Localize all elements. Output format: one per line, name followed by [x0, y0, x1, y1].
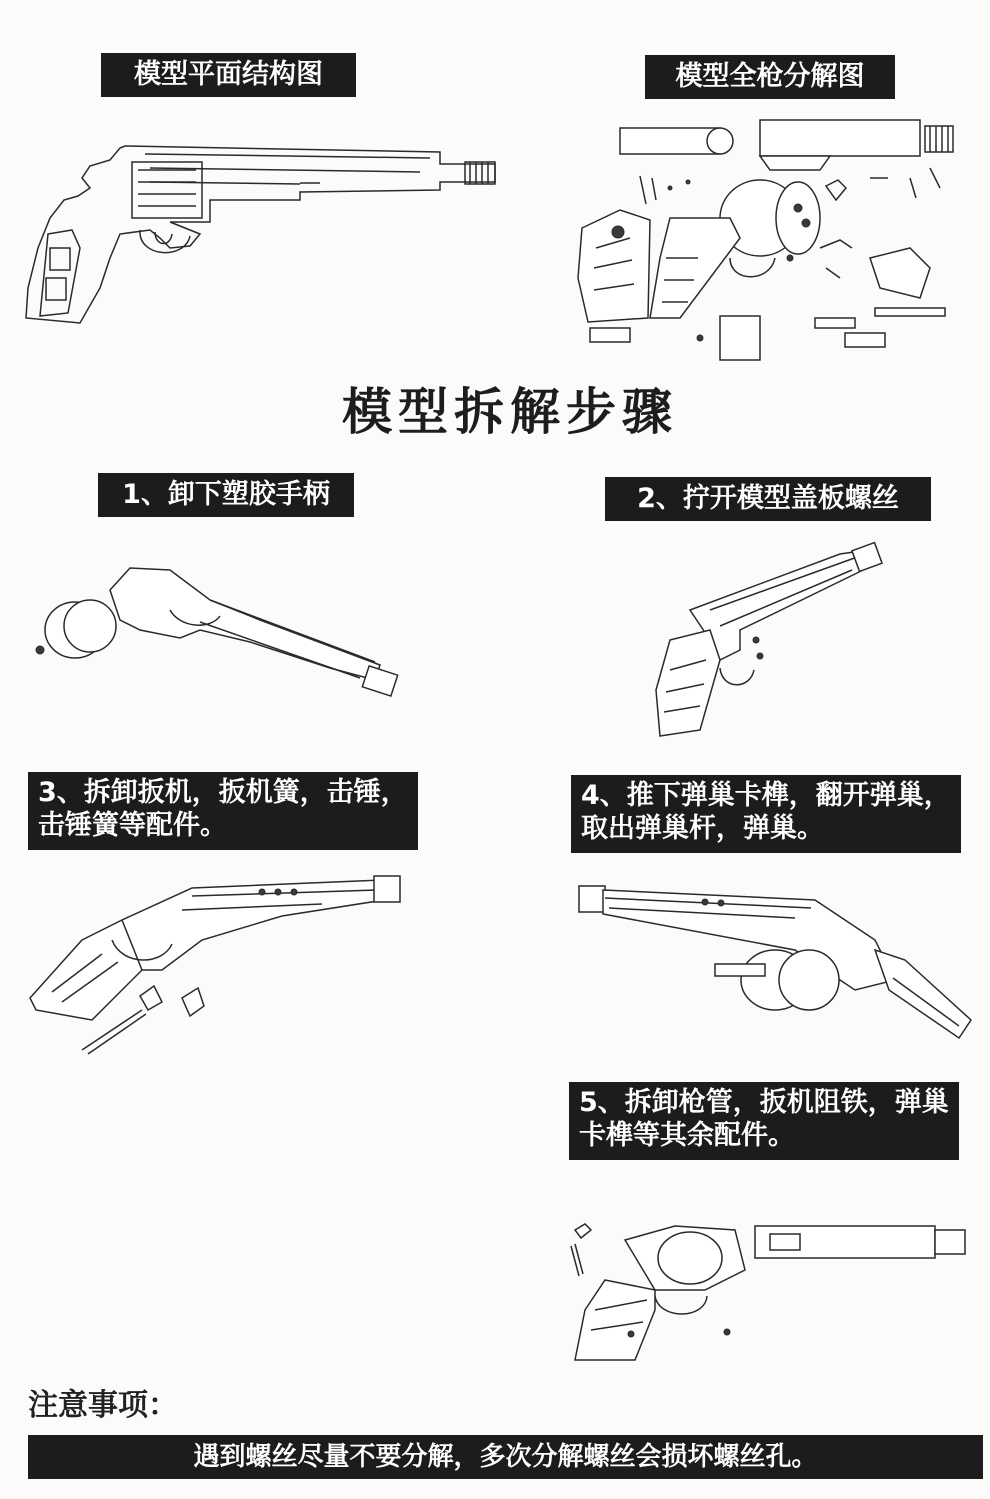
main-title: 模型拆解步骤 — [342, 382, 678, 441]
plan-view-header: 模型平面结构图 — [101, 53, 356, 97]
warning-banner: 遇到螺丝尽量不要分解，多次分解螺丝会损坏螺丝孔。 — [28, 1435, 983, 1479]
step-2-label: 2、拧开模型盖板螺丝 — [605, 477, 931, 521]
step-3-image — [22, 870, 402, 1060]
step-2-image — [630, 540, 890, 750]
step-5-image — [555, 1200, 975, 1370]
step-3-label: 3、拆卸扳机，扳机簧，击锤，击锤簧等配件。 — [28, 772, 418, 850]
step-4-label: 4、推下弹巢卡榫，翻开弹巢，取出弹巢杆，弹巢。 — [571, 775, 961, 853]
exploded-view-header: 模型全枪分解图 — [645, 55, 895, 99]
revolver-plan-view-image — [20, 138, 500, 328]
step-1-label: 1、卸下塑胶手柄 — [98, 473, 354, 517]
step-1-image — [30, 560, 400, 710]
step-4-image — [575, 880, 975, 1050]
revolver-exploded-view-image — [570, 108, 970, 368]
notes-title: 注意事项： — [28, 1388, 178, 1423]
step-5-label: 5、拆卸枪管，扳机阻铁，弹巢卡榫等其余配件。 — [569, 1082, 959, 1160]
